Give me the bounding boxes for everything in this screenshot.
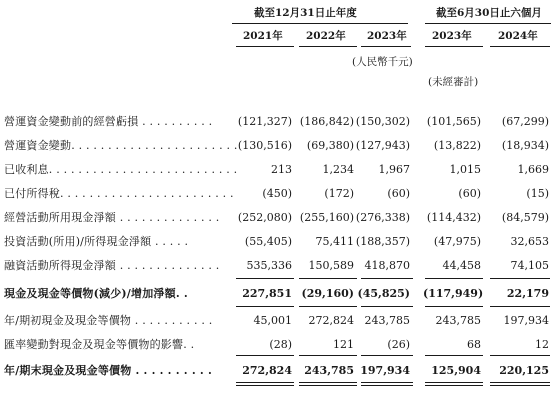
row-value: 44,458 <box>442 259 481 272</box>
row-label: 年/期末現金及現金等價物 . . . . . . . . . . <box>4 364 213 377</box>
total-rule <box>236 306 294 307</box>
total-rule <box>361 278 413 279</box>
total-rule <box>361 306 413 307</box>
row-value: 272,824 <box>242 364 292 377</box>
total-rule <box>425 385 483 386</box>
year-2021: 2021年 <box>243 30 283 42</box>
year-2023-interim: 2023年 <box>432 30 472 42</box>
row-value: (186,842) <box>299 115 354 128</box>
row-value: (127,943) <box>355 139 410 152</box>
row-value: 535,336 <box>246 259 292 272</box>
row-value: (47,975) <box>433 235 481 248</box>
total-rule <box>236 382 294 383</box>
row-value: 243,785 <box>435 314 481 327</box>
row-value: (60) <box>387 187 410 200</box>
row-value: 125,904 <box>431 364 481 377</box>
total-rule <box>490 382 550 383</box>
row-value: 68 <box>467 338 481 351</box>
row-label: 營運資金變動前的經營虧損 . . . . . . . . . . <box>4 115 213 128</box>
row-value: 45,001 <box>253 314 292 327</box>
total-rule <box>425 355 483 356</box>
row-label: 投資活動(所用)/所得現金淨額 . . . . . <box>4 235 189 248</box>
row-value: (130,516) <box>237 139 292 152</box>
row-label: 匯率變動對現金及現金等價物的影響. . <box>4 338 195 351</box>
total-rule <box>425 278 483 279</box>
row-value: (60) <box>458 187 481 200</box>
row-value: (84,579) <box>501 211 549 224</box>
total-rule <box>299 385 357 386</box>
total-rule <box>299 355 357 356</box>
year-rule-2023 <box>361 46 411 47</box>
total-rule <box>490 278 550 279</box>
row-value: (172) <box>324 187 354 200</box>
row-value: (450) <box>262 187 292 200</box>
row-value: 32,653 <box>510 235 549 248</box>
row-value: (55,405) <box>244 235 292 248</box>
total-rule <box>425 306 483 307</box>
row-label: 經營活動所用現金淨額 . . . . . . . . . . . . . . <box>4 211 220 224</box>
unaudited-note: (未經審計) <box>428 76 479 88</box>
row-value: (26) <box>387 338 410 351</box>
row-value: (67,299) <box>501 115 549 128</box>
row-value: (15) <box>526 187 549 200</box>
row-value: 1,967 <box>378 163 410 176</box>
row-value: (188,357) <box>355 235 410 248</box>
year-2024-interim: 2024年 <box>498 30 538 42</box>
row-value: 213 <box>271 163 292 176</box>
total-rule <box>299 382 357 383</box>
total-rule <box>236 385 294 386</box>
row-label: 已收利息. . . . . . . . . . . . . . . . . . . . . . . . . . <box>4 163 238 176</box>
total-rule <box>236 278 294 279</box>
row-value: (69,380) <box>306 139 354 152</box>
row-value: 1,669 <box>517 163 549 176</box>
header-group-interim-rule <box>425 23 551 24</box>
header-group-interim: 截至6月30日止六個月 <box>436 7 542 19</box>
total-rule <box>490 385 550 386</box>
row-label: 年/期初現金及現金等價物 . . . . . . . . . . . <box>4 314 213 327</box>
year-2022: 2022年 <box>306 30 346 42</box>
row-label: 營運資金變動. . . . . . . . . . . . . . . . . . . . . . . <box>4 139 238 152</box>
row-value: 220,125 <box>499 364 549 377</box>
row-value: (117,949) <box>423 287 484 300</box>
row-value: 1,015 <box>449 163 481 176</box>
row-value: 1,234 <box>322 163 354 176</box>
row-value: 272,824 <box>308 314 354 327</box>
row-value: (29,160) <box>301 287 354 300</box>
row-value: 197,934 <box>360 364 410 377</box>
year-rule-2023-interim <box>425 46 483 47</box>
row-value: (121,327) <box>237 115 292 128</box>
row-value: 121 <box>333 338 354 351</box>
total-rule <box>490 355 550 356</box>
row-value: 75,411 <box>315 235 354 248</box>
total-rule <box>361 385 413 386</box>
year-2023: 2023年 <box>367 30 407 42</box>
year-rule-2021 <box>236 46 294 47</box>
row-value: 418,870 <box>364 259 410 272</box>
row-label: 已付所得稅. . . . . . . . . . . . . . . . . . . . . . . . <box>4 187 234 200</box>
total-rule <box>299 278 357 279</box>
row-value: 197,934 <box>503 314 549 327</box>
row-value: (252,080) <box>237 211 292 224</box>
header-group-annual: 截至12月31日止年度 <box>254 7 357 19</box>
row-value: (150,302) <box>355 115 410 128</box>
header-group-annual-rule <box>232 23 408 24</box>
row-label: 現金及現金等價物(減少)/增加淨額. . <box>4 287 188 300</box>
row-value: (276,338) <box>355 211 410 224</box>
row-value: 150,589 <box>308 259 354 272</box>
row-value: (114,432) <box>426 211 481 224</box>
row-label: 融資活動所得現金淨額 . . . . . . . . . . . . . . <box>4 259 220 272</box>
row-value: (255,160) <box>299 211 354 224</box>
total-rule <box>236 355 294 356</box>
total-rule <box>361 355 413 356</box>
unit-note: (人民幣千元) <box>352 56 413 68</box>
total-rule <box>361 382 413 383</box>
row-value: 12 <box>535 338 549 351</box>
total-rule <box>490 306 550 307</box>
row-value: 22,179 <box>506 287 549 300</box>
year-rule-2022 <box>299 46 357 47</box>
row-value: 74,105 <box>510 259 549 272</box>
row-value: (101,565) <box>426 115 481 128</box>
row-value: 227,851 <box>242 287 292 300</box>
row-value: 243,785 <box>304 364 354 377</box>
row-value: 243,785 <box>364 314 410 327</box>
total-rule <box>299 306 357 307</box>
row-value: (28) <box>269 338 292 351</box>
total-rule <box>425 382 483 383</box>
row-value: (18,934) <box>501 139 549 152</box>
year-rule-2024-interim <box>490 46 550 47</box>
row-value: (13,822) <box>433 139 481 152</box>
row-value: (45,825) <box>357 287 410 300</box>
